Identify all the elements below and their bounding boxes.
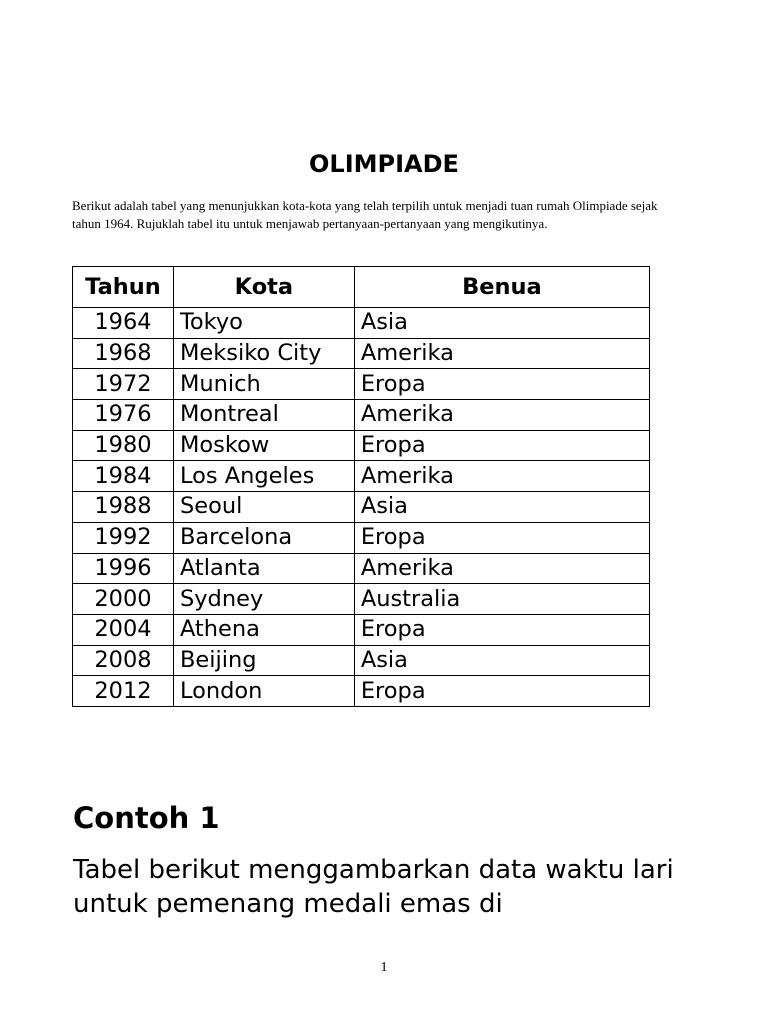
cell-city: Tokyo — [173, 308, 354, 339]
cell-continent: Eropa — [354, 369, 649, 400]
cell-year: 1976 — [73, 400, 174, 431]
cell-city: Atlanta — [173, 553, 354, 584]
cell-city: Beijing — [173, 645, 354, 676]
table-row — [73, 369, 650, 400]
example-heading: Contoh 1 — [73, 801, 220, 835]
cell-year: 2000 — [73, 584, 174, 615]
cell-year: 1968 — [73, 338, 174, 369]
cell-city: Munich — [173, 369, 354, 400]
cell-continent: Eropa — [354, 522, 649, 553]
cell-year: 1972 — [73, 369, 174, 400]
table-row — [73, 584, 650, 615]
cell-city: Seoul — [173, 492, 354, 523]
cell-year: 1992 — [73, 522, 174, 553]
cell-city: Sydney — [173, 584, 354, 615]
cell-city: Moskow — [173, 430, 354, 461]
table-row — [73, 400, 650, 431]
cell-city: Barcelona — [173, 522, 354, 553]
example-body: Tabel berikut menggambarkan data waktu lari untuk pemenang medali emas di — [73, 855, 674, 919]
cell-city: Athena — [173, 614, 354, 645]
cell-year: 1996 — [73, 553, 174, 584]
table-header-row — [73, 267, 650, 308]
table-row — [73, 430, 650, 461]
table-row — [73, 338, 650, 369]
cell-year: 1984 — [73, 461, 174, 492]
cell-continent: Asia — [354, 492, 649, 523]
cell-city: London — [173, 676, 354, 707]
header-city: Kota — [173, 267, 354, 308]
cell-year: 1964 — [73, 308, 174, 339]
cell-year: 1988 — [73, 492, 174, 523]
table-row — [73, 492, 650, 523]
cell-continent: Eropa — [354, 430, 649, 461]
table-row — [73, 553, 650, 584]
cell-continent: Amerika — [354, 400, 649, 431]
page-title: OLIMPIADE — [309, 150, 459, 178]
table-row — [73, 522, 650, 553]
cell-year: 2004 — [73, 614, 174, 645]
cell-continent: Amerika — [354, 553, 649, 584]
page-number: 1 — [380, 960, 388, 975]
cell-continent: Asia — [354, 308, 649, 339]
cell-continent: Australia — [354, 584, 649, 615]
cell-city: Montreal — [173, 400, 354, 431]
cell-continent: Eropa — [354, 614, 649, 645]
intro-paragraph: Berikut adalah tabel yang menunjukkan kota-kota yang telah terpilih untuk menjadi tuan rumah Olimpiade sejak tahun 1964. Rujuklah tabel itu untuk menjawab pertanyaan-pertanyaan yang mengikutinya. — [72, 198, 658, 231]
cell-city: Los Angeles — [173, 461, 354, 492]
table-row — [73, 614, 650, 645]
cell-continent: Eropa — [354, 676, 649, 707]
header-continent: Benua — [354, 267, 649, 308]
olympic-hosts-table — [72, 266, 650, 707]
cell-continent: Amerika — [354, 338, 649, 369]
table-row — [73, 308, 650, 339]
cell-year: 2012 — [73, 676, 174, 707]
table-row — [73, 461, 650, 492]
table-row — [73, 645, 650, 676]
cell-city: Meksiko City — [173, 338, 354, 369]
header-year: Tahun — [73, 267, 174, 308]
cell-continent: Asia — [354, 645, 649, 676]
cell-continent: Amerika — [354, 461, 649, 492]
cell-year: 1980 — [73, 430, 174, 461]
cell-year: 2008 — [73, 645, 174, 676]
table-row — [73, 676, 650, 707]
